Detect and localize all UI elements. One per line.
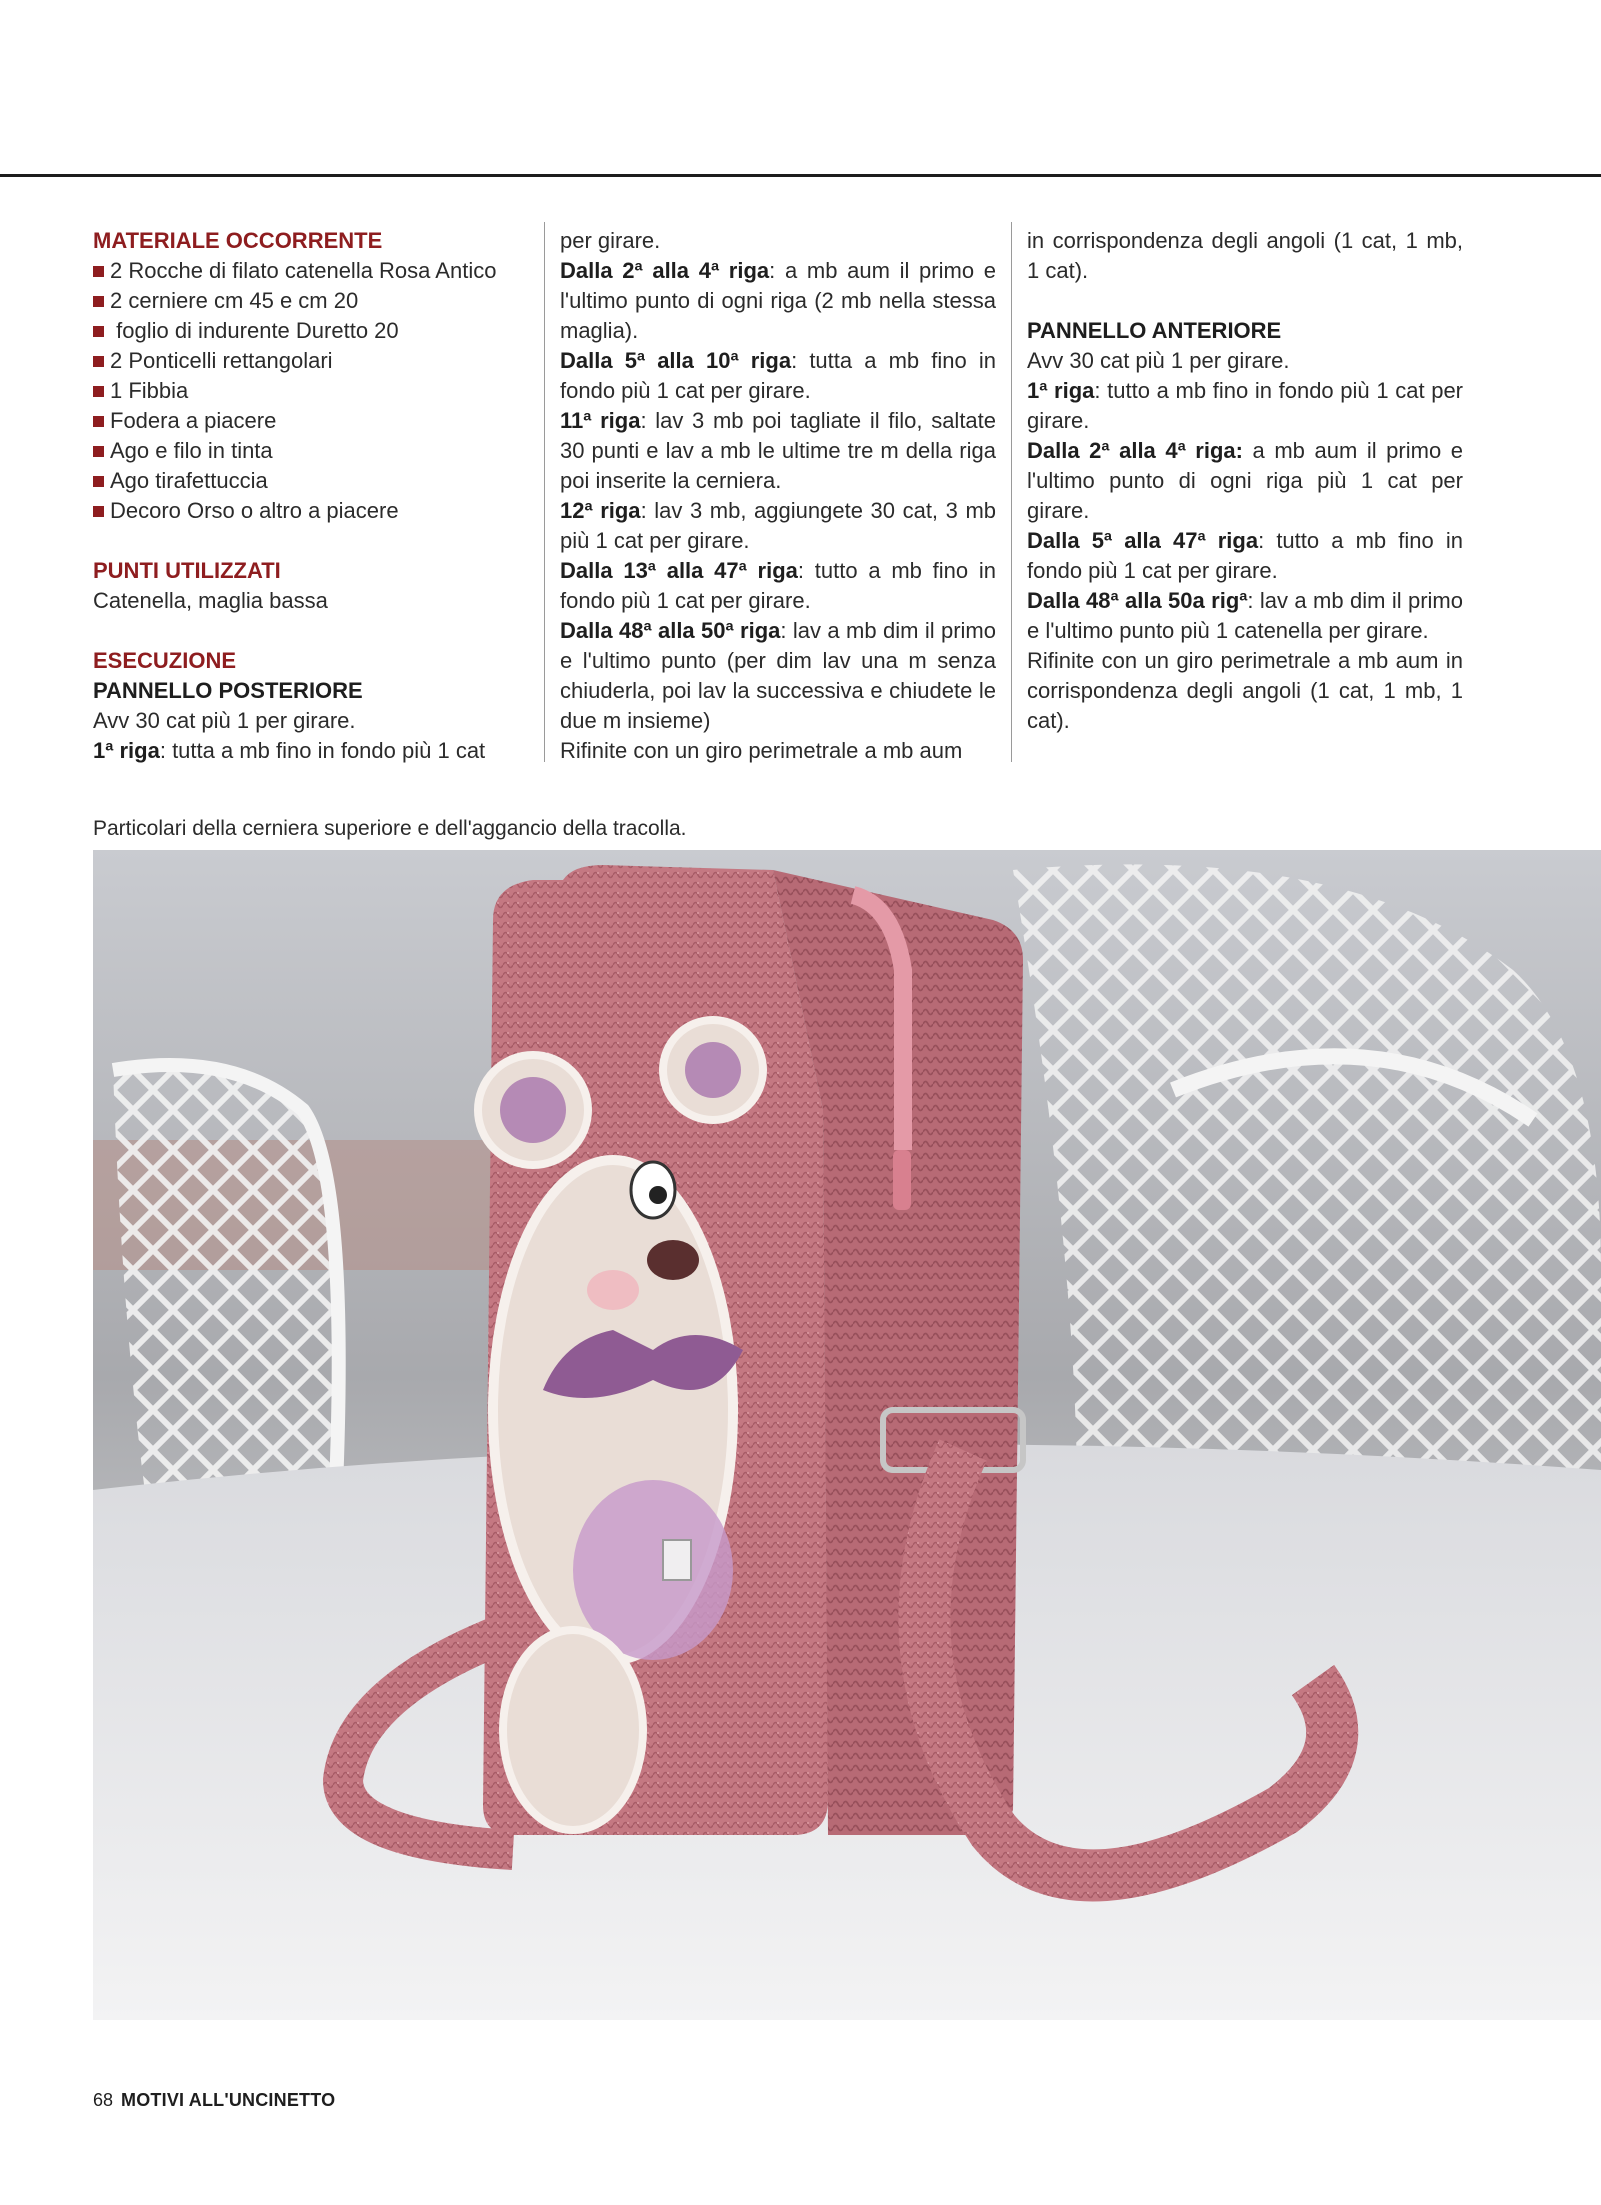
back-row-1-continued: per girare.	[560, 228, 661, 253]
list-item: 2 Rocche di filato catenella Rosa Antico	[93, 256, 529, 286]
page-footer	[93, 2090, 335, 2111]
front-panel-heading: PANNELLO ANTERIORE	[1027, 318, 1282, 343]
back-row-11: 11ª riga: lav 3 mb poi tagliate il filo, saltate 30 punti e lav a mb le ultime tre m della riga poi inserite la cerniera.	[560, 408, 997, 493]
bullet-square-icon	[93, 326, 104, 337]
front-row-1: 1ª riga: tutto a mb fino in fondo più 1 cat per girare.	[1027, 378, 1463, 433]
page-number: 68	[93, 2090, 114, 2110]
list-item: Decoro Orso o altro a piacere	[93, 496, 529, 526]
front-rows-2-4: Dalla 2ª alla 4ª riga: a mb aum il primo e l'ultimo punto di ogni riga più 1 cat per girare.	[1027, 438, 1463, 523]
list-item: 1 Fibbia	[93, 376, 529, 406]
bullet-square-icon	[93, 476, 104, 487]
list-item: Ago e filo in tinta	[93, 436, 529, 466]
back-finish-continued: in corrispondenza degli angoli (1 cat, 1 mb, 1 cat).	[1027, 228, 1463, 283]
materials-list	[93, 256, 529, 526]
front-rows-5-47: Dalla 5ª alla 47ª riga: tutto a mb fino in fondo più 1 cat per girare.	[1027, 528, 1463, 583]
column-1	[93, 226, 529, 766]
back-row-12: 12ª riga: lav 3 mb, aggiungete 30 cat, 3 mb più 1 cat per girare.	[560, 498, 997, 553]
back-rows-5-10: Dalla 5ª alla 10ª riga: tutta a mb fino in fondo più 1 cat per girare.	[560, 348, 996, 403]
bullet-square-icon	[93, 296, 104, 307]
bullet-square-icon	[93, 386, 104, 397]
bullet-square-icon	[93, 446, 104, 457]
materials-heading: MATERIALE OCCORRENTE	[93, 228, 383, 253]
back-panel-start: Avv 30 cat più 1 per girare.	[93, 708, 356, 733]
back-row-1: 1ª riga: tutta a mb fino in fondo più 1 cat	[93, 738, 486, 763]
column-2	[560, 226, 996, 766]
bullet-square-icon	[93, 266, 104, 277]
bag-photo	[93, 850, 1601, 2020]
list-item: 2 cerniere cm 45 e cm 20	[93, 286, 529, 316]
photo-caption: Particolari della cerniera superiore e dell'aggancio della tracolla.	[93, 817, 687, 840]
execution-heading: ESECUZIONE	[93, 648, 237, 673]
top-rule	[0, 174, 1601, 177]
bullet-square-icon	[93, 506, 104, 517]
magazine-title: MOTIVI ALL'UNCINETTO	[121, 2090, 336, 2110]
front-finish: Rifinite con un giro perimetrale a mb aum in corrispondenza degli angoli (1 cat, 1 mb, 1 cat).	[1027, 648, 1463, 733]
stitches-text: Catenella, maglia bassa	[93, 588, 328, 613]
back-finish: Rifinite con un giro perimetrale a mb aum	[560, 738, 963, 763]
list-item: Fodera a piacere	[93, 406, 529, 436]
back-rows-13-47: Dalla 13ª alla 47ª riga: tutto a mb fino in fondo più 1 cat per girare.	[560, 558, 996, 613]
column-3	[1027, 226, 1463, 766]
back-rows-2-4: Dalla 2ª alla 4ª riga: a mb aum il primo e l'ultimo punto di ogni riga (2 mb nella stessa maglia).	[560, 258, 996, 343]
back-rows-48-50: Dalla 48ª alla 50ª riga: lav a mb dim il primo e l'ultimo punto (per dim lav una m senza chiuderla, poi lav la successiva e chiudete le due m insieme)	[560, 618, 996, 733]
list-item: Ago tirafettuccia	[93, 466, 529, 496]
instruction-columns	[93, 226, 1463, 766]
list-item: foglio di indurente Duretto 20	[93, 316, 529, 346]
list-item: 2 Ponticelli rettangolari	[93, 346, 529, 376]
stitches-heading: PUNTI UTILIZZATI	[93, 558, 281, 583]
zipper-pull-icon	[893, 1150, 911, 1210]
bullet-square-icon	[93, 356, 104, 367]
front-panel-start: Avv 30 cat più 1 per girare.	[1027, 348, 1290, 373]
bullet-square-icon	[93, 416, 104, 427]
back-panel-heading: PANNELLO POSTERIORE	[93, 678, 363, 703]
front-rows-48-50: Dalla 48ª alla 50a rigª: lav a mb dim il primo e l'ultimo punto più 1 catenella per girare.	[1027, 588, 1463, 643]
